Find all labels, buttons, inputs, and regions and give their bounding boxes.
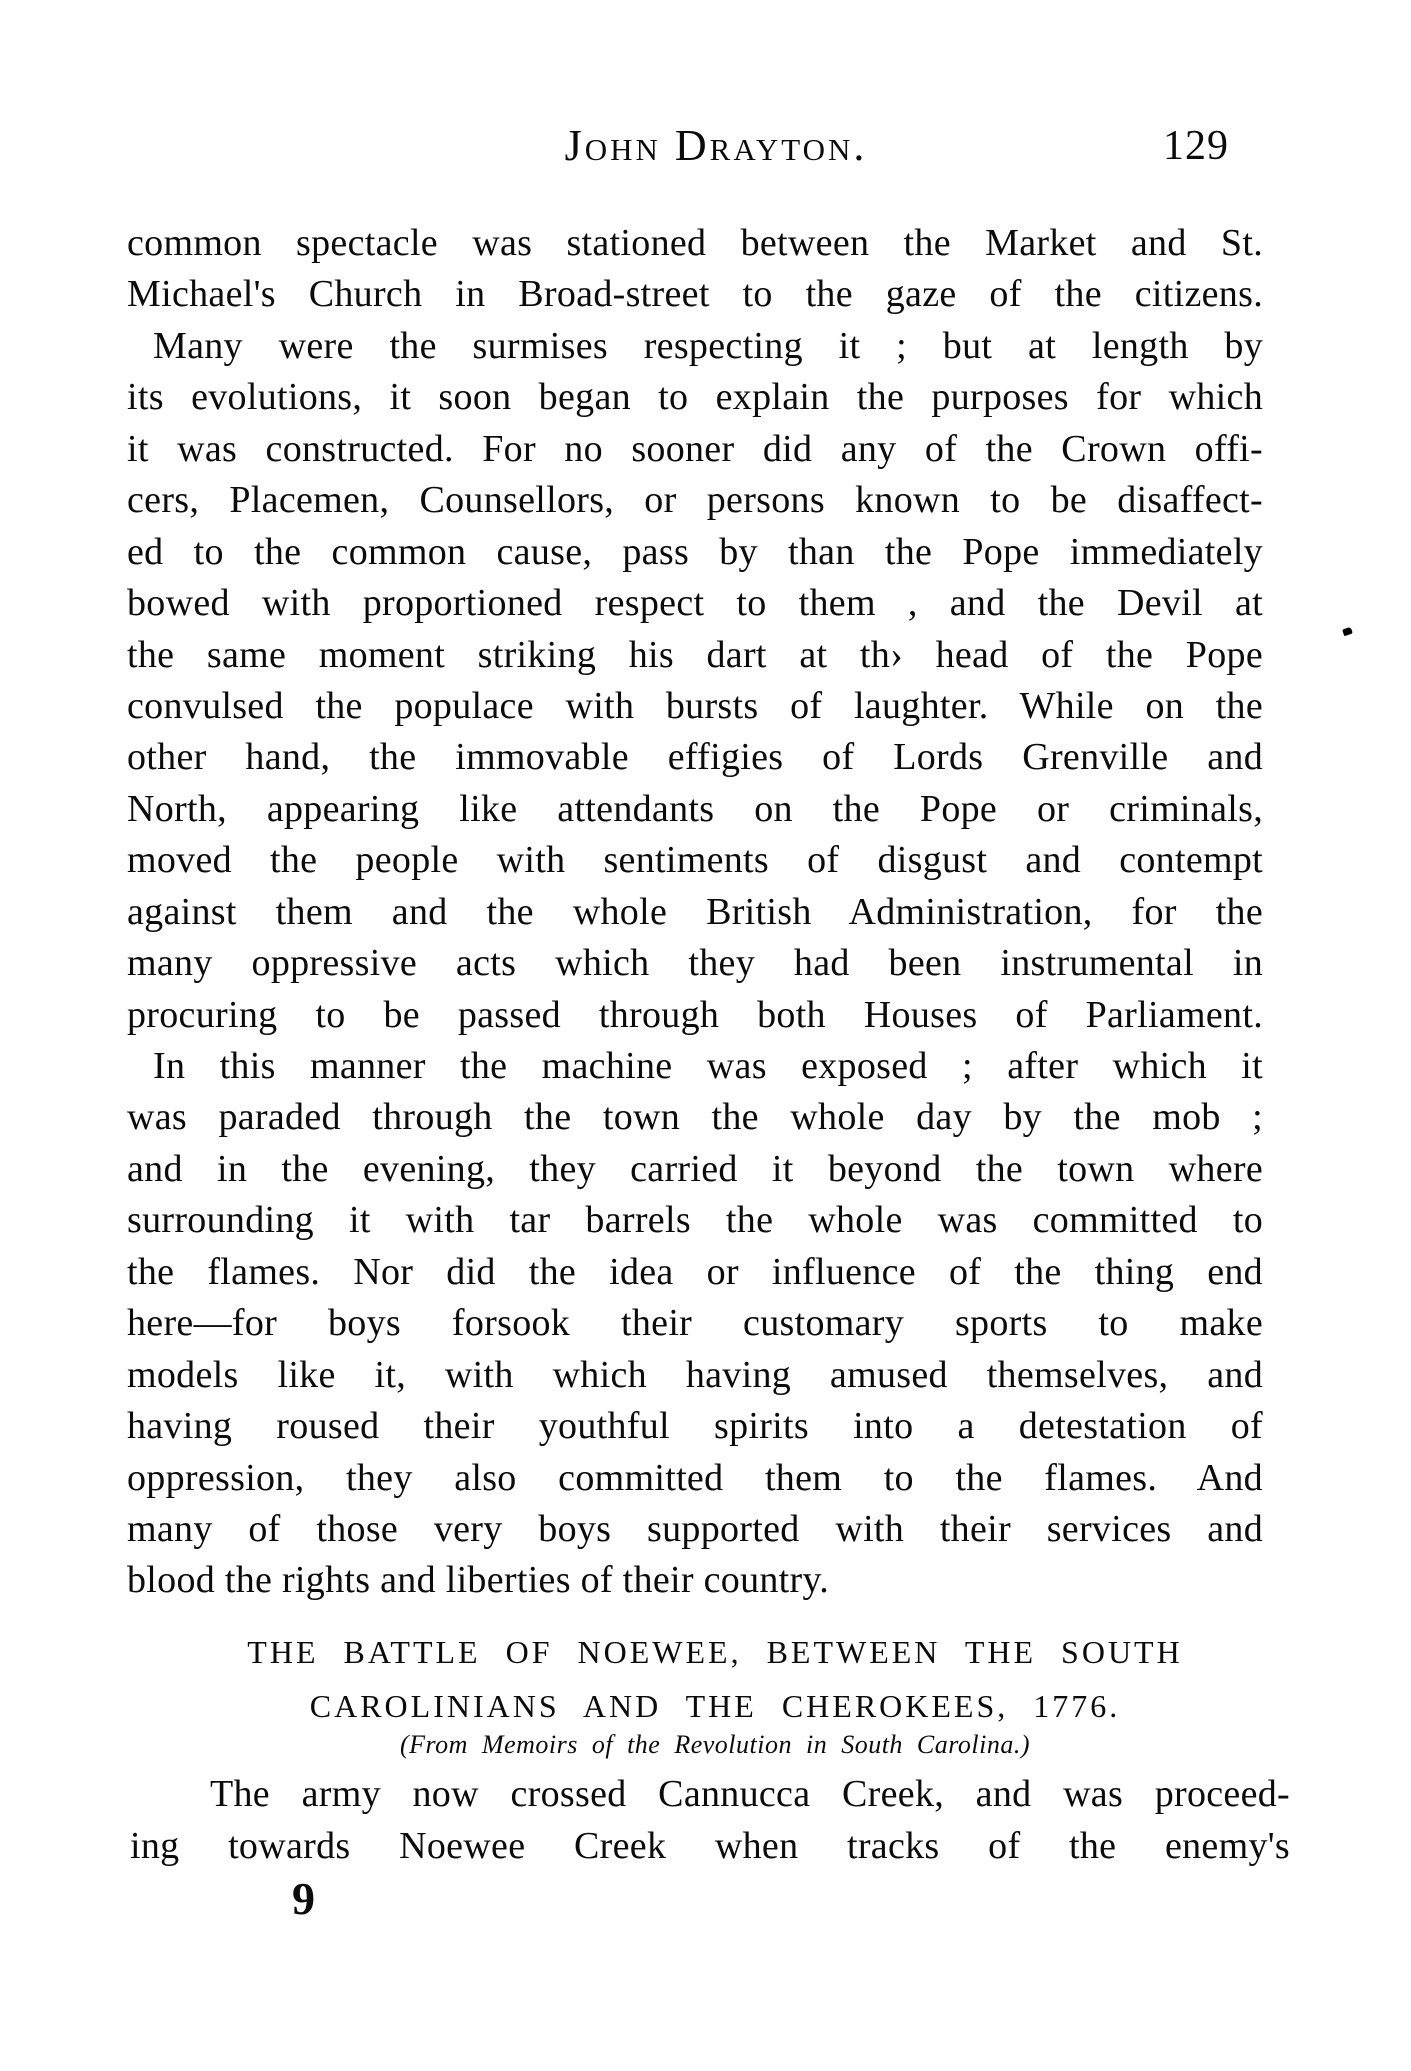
body-text-line: common spectacle was stationed between the Market and St.: [127, 222, 1263, 264]
body-text-line: its evolutions, it soon began to explain the purposes for which: [127, 376, 1263, 419]
body-text-line: convulsed the populace with bursts of laughter. While on the: [127, 684, 1263, 727]
body-text-line: blood the rights and liberties of their country.: [127, 1559, 830, 1602]
body-text-line: procuring to be passed through both Houses of Parliament.: [127, 993, 1263, 1036]
body-text-line: ed to the common cause, pass by than the Pope immediately: [127, 530, 1263, 573]
running-header-title: John Drayton.: [564, 121, 868, 170]
body-text-line: here—for boys forsook their customary sports to make: [127, 1302, 1263, 1345]
running-header: [127, 120, 1263, 172]
body-text-line: the flames. Nor did the idea or influence of the thing end: [127, 1250, 1263, 1293]
ink-speck-artifact: [1342, 627, 1353, 636]
section-paragraph: [130, 1768, 1290, 1872]
body-text-line: oppression, they also committed them to the flames. And: [127, 1456, 1263, 1499]
section-heading-line: THE BATTLE OF NOEWEE, BETWEEN THE SOUTH: [247, 1634, 1183, 1670]
body-text-line: having roused their youthful spirits into a detestation of: [127, 1405, 1263, 1448]
section-heading-line: CAROLINIANS AND THE CHEROKEES, 1776.: [309, 1688, 1121, 1724]
section-heading: [147, 1625, 1283, 1733]
signature-mark: 9: [292, 1873, 315, 1924]
body-text-line: moved the people with sentiments of disgust and contempt: [127, 839, 1263, 882]
body-text-line: cers, Placemen, Counsellors, or persons known to be disaffect-: [127, 479, 1263, 522]
paragraph-line: The army now crossed Cannucca Creek, and was proceed-: [210, 1773, 1290, 1815]
body-text-line: North, appearing like attendants on the Pope or criminals,: [127, 787, 1263, 830]
body-text-line: it was constructed. For no sooner did any of the Crown offi-: [127, 427, 1263, 470]
body-text-line: against them and the whole British Administration, for the: [127, 890, 1263, 933]
body-text-line: bowed with proportioned respect to them , and the Devil at: [127, 582, 1263, 625]
body-text-line: In this manner the machine was exposed ; after which it: [153, 1045, 1263, 1087]
body-text-line: Michael's Church in Broad-street to the gaze of the citizens.: [127, 273, 1263, 316]
body-text-line: many oppressive acts which they had been instrumental in: [127, 942, 1263, 985]
body-text-line: and in the evening, they carried it beyond the town where: [127, 1147, 1263, 1190]
page-number: 129: [1163, 123, 1229, 169]
paragraph-line: ing towards Noewee Creek when tracks of the enemy's: [130, 1825, 1290, 1867]
source-note: (From Memoirs of the Revolution in South Carolina.): [399, 1730, 1031, 1759]
body-text-line: many of those very boys supported with their services and: [127, 1507, 1263, 1550]
body-text-line: surrounding it with tar barrels the whole was committed to: [127, 1199, 1263, 1242]
body-text-line: the same moment striking his dart at th› head of the Pope: [127, 633, 1263, 676]
body-text-line: other hand, the immovable effigies of Lords Grenville and: [127, 736, 1263, 779]
body-text-line: Many were the surmises respecting it ; but at length by: [153, 324, 1263, 367]
body-text-line: was paraded through the town the whole day by the mob ;: [127, 1096, 1263, 1139]
body-text-line: models like it, with which having amused themselves, and: [127, 1353, 1263, 1396]
body-text: [127, 218, 1263, 1607]
